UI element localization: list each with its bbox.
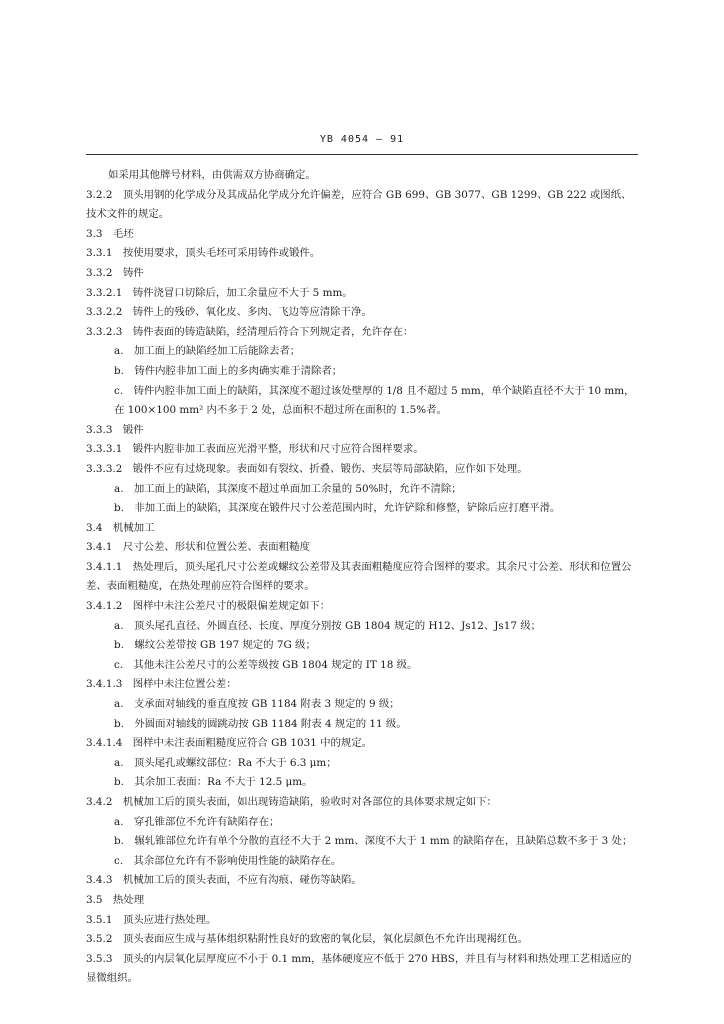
paragraph-line: b. 其余加工表面：Ra 不大于 12.5 μm。 [114,776,313,789]
paragraph-line: a. 支承面对轴线的垂直度按 GB 1184 附表 3 规定的 9 级； [114,698,400,711]
paragraph-line: c. 其余部位允许有不影响使用性能的缺陷存在。 [114,854,342,867]
paragraph-line: 3.3.2.3 铸件表面的铸造缺陷，经清理后符合下列规定者，允许存在： [86,325,414,338]
paragraph-line: 3.4.1.2 图样中未注公差尺寸的极限偏差规定如下： [86,600,331,613]
header-rule [86,154,638,155]
paragraph-line: 3.4.1.3 图样中未注位置公差： [86,678,237,691]
paragraph-line: a. 顶头尾孔或螺纹部位：Ra 不大于 6.3 μm； [114,756,337,769]
paragraph-line: 3.3.2.2 铸件上的残砂、氧化皮、多肉、飞边等应清除干净。 [86,306,372,319]
paragraph-line: 3.2.2 顶头用钢的化学成分及其成品化学成分允许偏差，应符合 GB 699、GB 3077、GB 1299、GB 222 或图纸、技术文件的规定。 [86,188,632,221]
paragraph-line: c. 其他未注公差尺寸的公差等级按 GB 1804 规定的 IT 18 级。 [114,658,418,671]
paragraph-line: 3.4.1.1 热处理后，顶头尾孔尺寸公差或螺纹公差带及其表面粗糙度应符合图样的要求。其余尺寸公差、形状和位置公差、表面粗糙度，在热处理前应符合图样的要求。 [86,560,632,593]
paragraph-line: b. 外圆面对轴线的圆跳动按 GB 1184 附表 4 规定的 11 级。 [114,717,407,730]
paragraph-line: a. 加工面上的缺陷经加工后能除去者； [114,345,301,358]
paragraph-line: a. 顶头尾孔直径、外圆直径、长度、厚度分别按 GB 1804 规定的 H12、Js12、Js17 级； [114,619,542,632]
paragraph-line: b. 辗轧锥部位允许有单个分散的直径不大于 2 mm、深度不大于 1 mm 的缺陷存在，且缺陷总数不多于 3 处； [114,835,633,848]
paragraph-line: 3.5 热处理 [86,893,145,906]
paragraph-line: 3.3 毛坯 [86,227,134,240]
paragraph-line: c. 铸件内腔非加工面上的缺陷，其深度不超过该处壁厚的 1/8 且不超过 5 mm，单个缺陷直径不大于 10 mm，在 100×100 mm² 内不多于 2 处，总面积不超过所在面积的 1.5%者。 [114,384,635,417]
paragraph-list [86,166,638,989]
document-body [86,166,638,989]
paragraph-line: 3.3.2.1 铸件浇冒口切除后，加工余量应不大于 5 mm。 [86,286,353,299]
paragraph-line: 3.4.1.4 图样中未注表面粗糙度应符合 GB 1031 中的规定。 [86,737,373,750]
paragraph-line: 3.4.2 机械加工后的顶头表面，如出现铸造缺陷，验收时对各部位的具体要求规定如下： [86,796,497,808]
paragraph-line: 3.3.3 锻件 [86,423,144,436]
paragraph-line: b. 螺纹公差带按 GB 197 规定的 7G 级； [114,639,316,652]
paragraph-line: a. 加工面上的缺陷，其深度不超过单面加工余量的 50%时，允许不清除； [114,482,462,495]
paragraph-line: a. 穿孔锥部位不允许有缺陷存在； [114,815,280,828]
paragraph-line: 3.3.3.1 锻件内腔非加工表面应光滑平整，形状和尺寸应符合图样要求。 [86,443,424,456]
paragraph-line: 3.4.3 机械加工后的顶头表面，不应有沟痕、碰伤等缺陷。 [86,874,362,887]
paragraph-line: 3.5.2 顶头表面应生成与基体组织粘附性良好的致密的氧化层，氧化层颜色不允许出现褐红色。 [86,933,529,946]
paragraph-line: b. 铸件内腔非加工面上的多肉确实难于清除者； [114,364,343,377]
paragraph-line: 3.3.3.2 锻件不应有过烧现象。表面如有裂纹、折叠、锻伤、夹层等局部缺陷，应作如下处理。 [86,462,528,475]
paragraph-line: 3.5.3 顶头的内层氧化层厚度应不小于 0.1 mm，基体硬度应不低于 270 HBS，并且有与材料和热处理工艺相适应的显微组织。 [86,952,632,985]
page-header: YB 4054 — 91 [319,134,405,145]
paragraph-line: b. 非加工面上的缺陷，其深度在锻件尺寸公差范围内时，允许铲除和修整，铲除后应打磨平滑。 [114,502,561,515]
paragraph-line: 3.4.1 尺寸公差、形状和位置公差、表面粗糙度 [86,541,310,554]
paragraph-line: 如采用其他牌号材料，由供需双方协商确定。 [108,169,316,181]
paragraph-line: 3.3.1 按使用要求，顶头毛坯可采用铸件或锻件。 [86,247,321,260]
paragraph-line: 3.5.1 顶头应进行热处理。 [86,913,217,926]
paragraph-line: 3.3.2 铸件 [86,266,144,279]
paragraph-line: 3.4 机械加工 [86,521,155,534]
